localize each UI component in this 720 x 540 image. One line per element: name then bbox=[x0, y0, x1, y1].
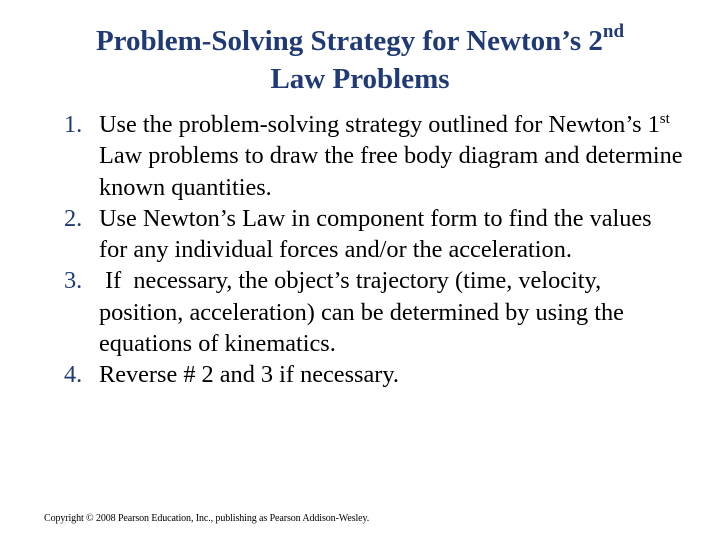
list-item-step-1 bbox=[64, 109, 684, 203]
step-text bbox=[99, 111, 683, 201]
list-item-step-3 bbox=[64, 265, 684, 359]
step-number: 1. bbox=[64, 111, 83, 138]
step-number: 4. bbox=[64, 361, 83, 389]
title-text-line1: Problem-Solving Strategy for Newton’s 2 bbox=[95, 25, 603, 57]
list-item-step-2 bbox=[64, 203, 684, 266]
step-number: 3. bbox=[64, 267, 83, 295]
title-text-line2: Law Problems bbox=[270, 63, 450, 95]
strategy-steps-list bbox=[64, 109, 684, 391]
step-superscript: st bbox=[659, 110, 670, 127]
list-item-step-4 bbox=[64, 359, 684, 390]
slide-title bbox=[40, 22, 680, 98]
title-superscript: nd bbox=[602, 21, 625, 43]
step-text-part: Law problems to draw the free body diagram and determine known quantities. bbox=[99, 142, 683, 201]
step-text: Reverse # 2 and 3 if necessary. bbox=[99, 361, 399, 389]
copyright-footer: Copyright © 2008 Pearson Education, Inc., publishing as Pearson Addison-Wesley. bbox=[44, 513, 370, 524]
step-text: If necessary, the object’s trajectory (time, velocity, position, acceleration) can be determined by using the equations of kinematics. bbox=[99, 267, 630, 358]
step-text-part: Use the problem-solving strategy outlined for Newton’s 1 bbox=[99, 111, 660, 138]
step-number: 2. bbox=[64, 204, 83, 232]
step-text: Use Newton’s Law in component form to find the values for any individual forces and/or the acceleration. bbox=[99, 204, 652, 264]
